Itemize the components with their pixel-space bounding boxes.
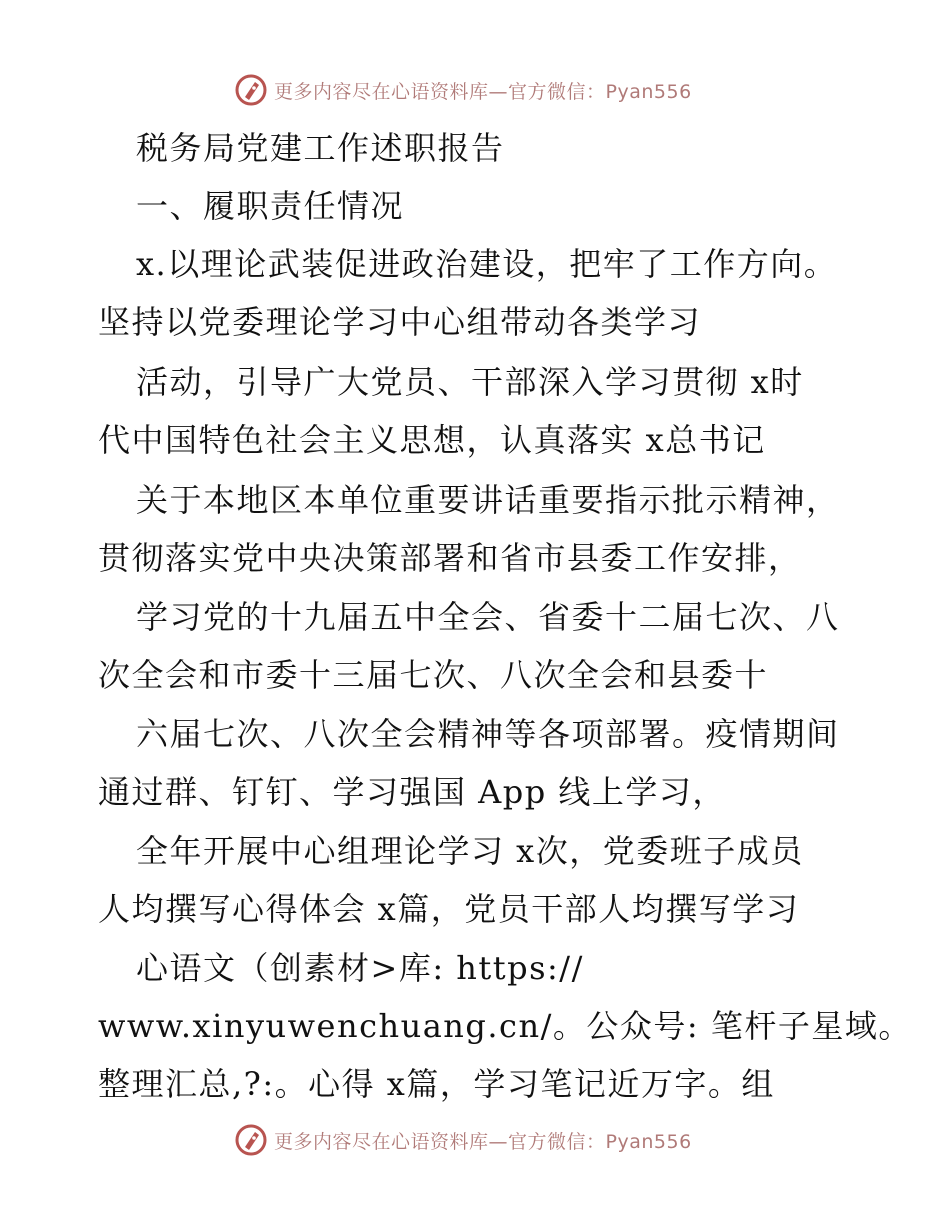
text-line: www.xinyuwenchuang.cn/。公众号: 笔杆子星域。 <box>98 1007 912 1045</box>
text-line: 活动，引导广大党员、干部深入学习贯彻 x时 <box>136 363 804 401</box>
text-line: 全年开展中心组理论学习 x次，党委班子成员 <box>136 832 804 870</box>
section-heading: 一、履职责任情况 <box>136 187 405 225</box>
text-line: 贯彻落实党中央决策部署和省市县委工作安排， <box>98 539 802 577</box>
watermark-text: 更多内容尽在心语资料库—官方微信：Pyan556 <box>274 80 692 103</box>
pen-nib-circle-icon <box>234 1123 268 1157</box>
text-line: 通过群、钉钉、学习强国 App 线上学习， <box>98 773 726 811</box>
footer-watermark <box>234 1122 692 1158</box>
text-line: 代中国特色社会主义思想，认真落实 x总书记 <box>98 421 766 459</box>
text-line: 坚持以党委理论学习中心组带动各类学习 <box>98 303 702 341</box>
watermark-text: 更多内容尽在心语资料库—官方微信：Pyan556 <box>274 1130 692 1153</box>
text-line: 关于本地区本单位重要讲话重要指示批示精神， <box>136 481 840 519</box>
text-line: 次全会和市委十三届七次、八次全会和县委十 <box>98 656 769 694</box>
document-title: 税务局党建工作述职报告 <box>136 129 505 167</box>
text-line: 人均撰写心得体会 x篇，党员干部人均撰写学习 <box>98 890 800 928</box>
text-line: 六届七次、八次全会精神等各项部署。疫情期间 <box>136 715 840 753</box>
text-line: 学习党的十九届五中全会、省委十二届七次、八 <box>136 598 840 636</box>
text-line: 整理汇总,?:。心得 x篇，学习笔记近万字。组 <box>98 1065 775 1103</box>
text-line: x.以理论武装促进政治建设，把牢了工作方向。 <box>136 245 838 283</box>
text-line: 心语文（创素材>库: https:// <box>136 949 584 987</box>
